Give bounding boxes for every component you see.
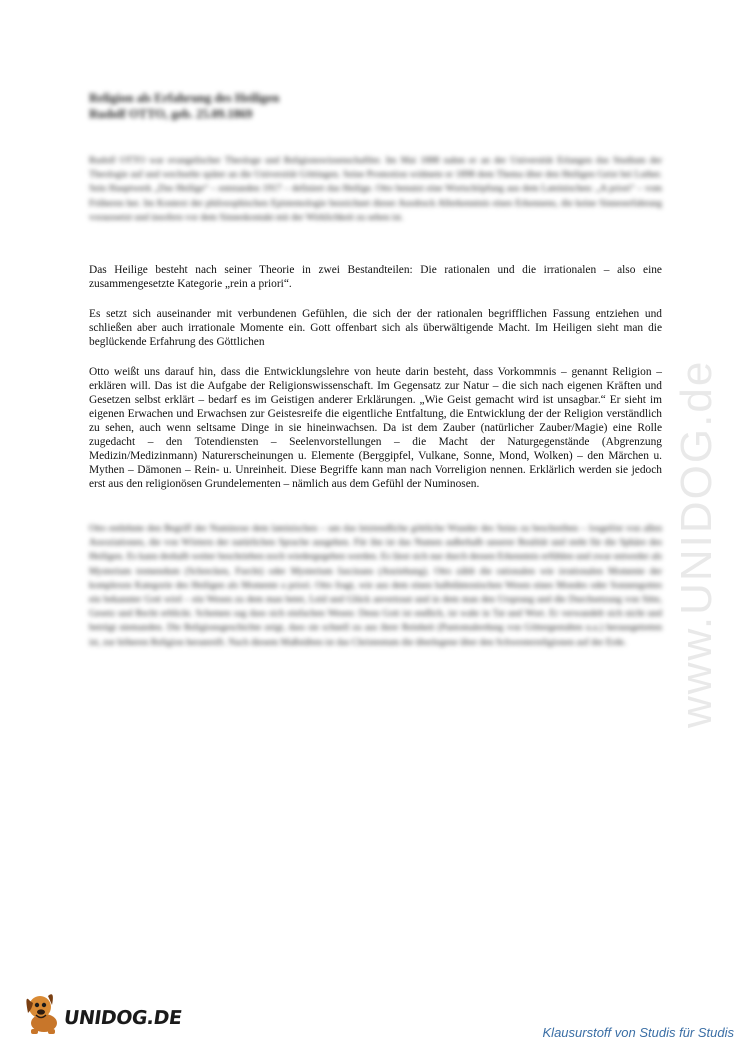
logo-text: UNIDOG.DE (62, 1007, 183, 1029)
footer-tagline: Klausurstoff von Studis für Studis (542, 1025, 734, 1040)
unidog-logo[interactable] (22, 985, 222, 1037)
paragraph-components: Das Heilige besteht nach seiner Theorie in zwei Bestandteilen: Die rationalen und die irrationalen – also eine zusammengesetzte Kategorie „rein a priori“. (89, 264, 662, 290)
document-header (89, 90, 649, 122)
dog-mascot-icon (22, 987, 66, 1035)
paragraph-feelings: Es setzt sich auseinander mit verbundenen Gefühlen, die sich der der rationalen begrifflichen Fassung entziehen und schließen aber auch irrationale Momente ein. Gott offenbart sich als überwältigende Macht. Im Heiligen sieht man die beglückende Erfahrung des Göttlichen (89, 308, 662, 348)
document-title: Religion als Erfahrung des Heiligen (89, 91, 280, 105)
watermark-text: www.UNIDOG.de (672, 359, 721, 728)
paragraph-numinose: Otto entlehnte den Begriff der Numinose dem lateinischen – um das letztendliche göttliche Wunder des Seins zu beschreiben – losgelöst von allen Assoziationen, die von Wörtern der natürlichen Sprache ausgehen. Für ihn ist das Numen außerhalb unserer Realität und steht für die Sphäre des Heiligen. Es kann deshalb weiter beschrieben noch wiedergegeben werden. Es lässt sich nur durch dessen Erkenntnis erfühlen und zwar entweder als Mysterium tremendum (Schrecken, Furcht) oder Mysterium fascinans (Anziehung). Otto zählt die rationalen wie irrationalen Momente der komplexen Kategorie des Heiligen als Momente a priori. Otto fragt, wie aus dem einen halbdämonischen Wesen eines Mondes oder Sonnengottes ein bekannter Gott wird – ein Wesen zu dem man betet, Leid und Glück anvertraut und in dem man den Ursprung und die Durchsetzung von Sitte, Gesetz und Recht erblickt. Schemen sag dass sich einfachen Wesen: Denn Gott ist endlich, ist wahr in Tat und Wort. Er verwandelt sich nicht und betrügt niemanden. Die Religionsgeschichte zeigt, dass sie schnell zu aus ihrer Reinheit (Pantomalerdung von Göttergestalten u.a.) herausgetreten ist, zur höheren Religion heranreift. Nach diesem Maßstäben ist das Christentum die überlegene über den Schwesterreligionen auf der Erde. (89, 523, 662, 648)
paragraph-biography: Rudolf OTTO war evangelischer Theologe und Religionswissenschaftler. Im Mai 1888 nahm er an der Universität Erlangen das Studium der Theologie auf und wechselte später an die Universität Göttingen. Seine Promotion widmete er 1898 dem Thema über den Heiligen Geist bei Luther. Sein Hauptwerk „Das Heilige“ – entstanden 1917 – definiert das Heilige. Otto benutzt eine Wortschöpfung aus dem Lateinischen: „A priori“ – vom Früheren her. Im Kontext der philosophischen Epistemologie bezeichnet dieser Ausdruck Allerkenntnis eines Erkennens, die keine Sinneserfahrung voraussetzt und insofern vor dem Sinneskontakt mit der Wirklichkeit zu sehen ist. (89, 155, 662, 223)
paragraph-development: Otto weißt uns darauf hin, dass die Entwicklungslehre von heute darin besteht, dass Vorkommnis – genannt Religion – erklären will. Das ist die Aufgabe der Religionswissenschaft. Im Gegensatz zur Natur – die sich nach eigenen Kräften und Gesetzen selbst erklärt – bedarf es im Geistigen anderer Erklärungen. „Wie Geist gemacht wird ist unsagbar.“ Er sieht im eigenen Erwachen und Erwachsen zur Geistesreife die eigentliche Entfaltung, die Entwicklung der der Religion verständlich zu sehen, auch wenn seltsame Dinge in sie hineinwachsen. Da ist dem Zauber (natürlicher Zauber/Magie) eine Rolle zugedacht – den Totendiensten – Seelenvorstellungen – die Macht der Naturgegenstände (Abgrenzung Medizin/Medizinmann) Naturerscheinungen u. Elemente (Berggipfel, Vulkane, Sonne, Mond, Wolken) – den Märchen u. Mythen – Dämonen – Rein- u. Unreinheit. Diese Begriffe kann man nach Vorreligion nennen. Erklärlich werden sie jedoch erst aus den religionösen Grundelementen – nämlich aus dem Gefühl der Numinosen. (89, 366, 662, 490)
document-author-line: Rudolf OTTO, geb. 25.09.1869 (89, 107, 253, 121)
